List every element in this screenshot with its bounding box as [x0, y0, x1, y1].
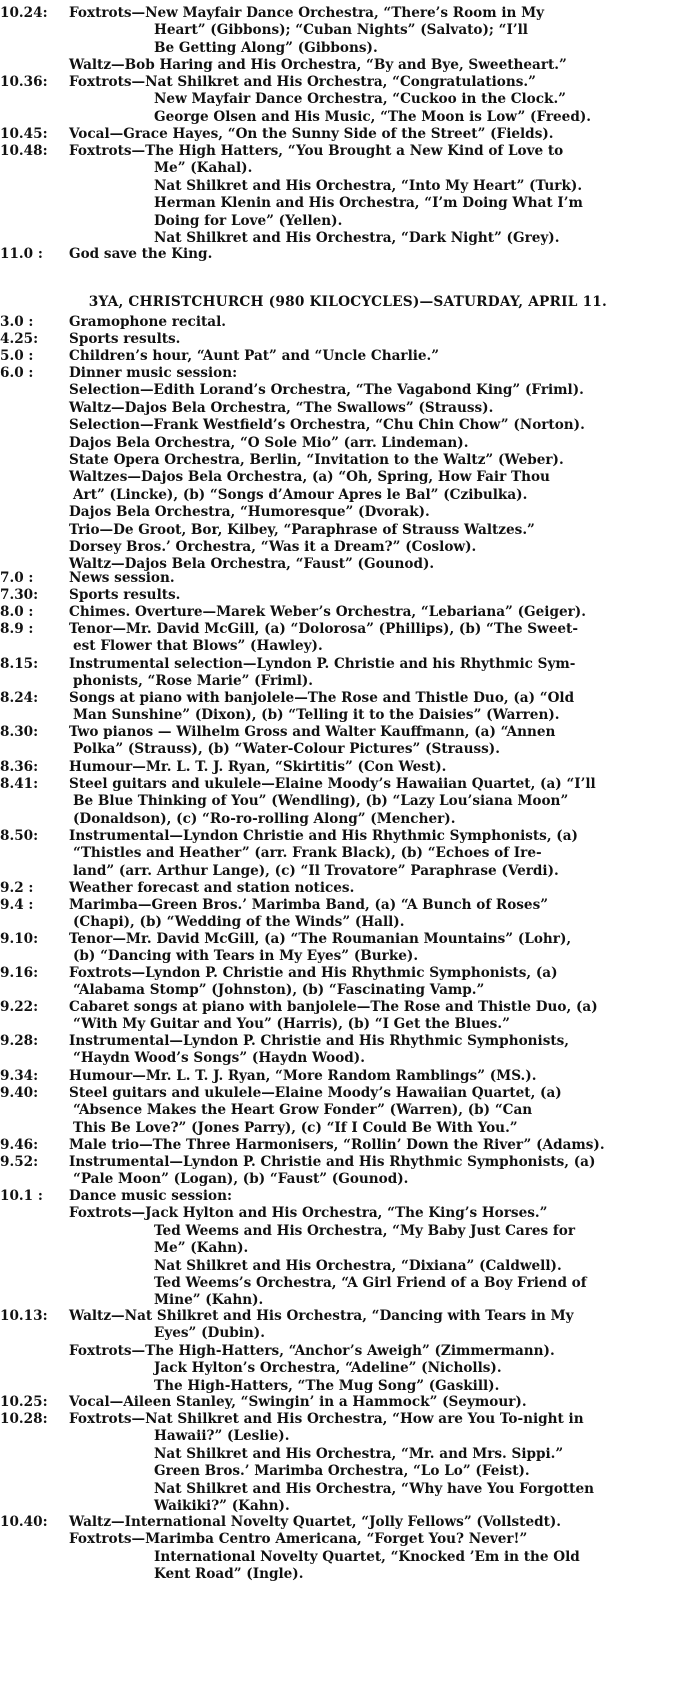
time-label: 9.46: — [0, 1137, 39, 1153]
time-label: 6.0 : — [0, 365, 34, 381]
programme-line: Kent Road” (Ingle). — [154, 1566, 304, 1583]
programme-entry — [0, 246, 700, 263]
programme-line: Eyes” (Dubin). — [154, 1325, 265, 1342]
programme-line: Foxtrots—Lyndon P. Christie and His Rhythmic Symphonists, (a) — [69, 965, 558, 981]
programme-entry — [0, 1033, 700, 1068]
programme-entry — [0, 348, 700, 365]
programme-entry — [0, 880, 700, 897]
programme-line: Herman Klenin and His Orchestra, “I’m Doing What I’m — [154, 195, 583, 212]
programme-line: Foxtrots—Nat Shilkret and His Orchestra, “How are You To-night in — [69, 1411, 584, 1427]
programme-line: Waikiki?” (Kahn). — [154, 1498, 290, 1514]
programme-line: “Thistles and Heather” (arr. Frank Black), (b) “Echoes of Ire- — [73, 845, 542, 862]
programme-line: Instrumental—Lyndon P. Christie and His Rhythmic Symphonists, (a) — [69, 1154, 596, 1170]
programme-entry — [0, 1085, 700, 1137]
programme-line: Chimes. Overture—Marek Weber’s Orchestra, “Lebariana” (Geiger). — [69, 604, 586, 620]
programme-line: Nat Shilkret and His Orchestra, “Dixiana” (Caldwell). — [154, 1257, 562, 1274]
programme-line: Be Blue Thinking of You” (Wendling), (b) “Lazy Lou’siana Moon” — [73, 793, 569, 810]
programme-line: Be Getting Along” (Gibbons). — [154, 39, 378, 56]
programme-line: Foxtrots—New Mayfair Dance Orchestra, “There’s Room in My — [69, 5, 545, 21]
programme-line: phonists, “Rose Marie” (Friml). — [73, 673, 314, 690]
programme-line: Steel guitars and ukulele—Elaine Moody’s Hawaiian Quartet, (a) — [69, 1085, 562, 1101]
programme-line: The High-Hatters, “The Mug Song” (Gaskill). — [154, 1377, 500, 1394]
time-label: 9.34: — [0, 1068, 39, 1084]
programme-entry — [0, 1137, 700, 1154]
time-label: 9.4 : — [0, 897, 34, 913]
programme-entry — [0, 828, 700, 880]
programme-line: Vocal—Aileen Stanley, “Swingin’ in a Hammock” (Seymour). — [69, 1394, 527, 1410]
programme-entry — [0, 5, 700, 75]
programme-line: Dajos Bela Orchestra, “Humoresque” (Dvorak). — [69, 504, 430, 521]
programme-line: Marimba—Green Bros.’ Marimba Band, (a) “A Bunch of Roses” — [69, 897, 549, 913]
programme-line: Waltz—Bob Haring and His Orchestra, “By and Bye, Sweetheart.” — [69, 57, 567, 74]
programme-line: Selection—Edith Lorand’s Orchestra, “The Vagabond King” (Friml). — [69, 382, 584, 399]
time-label: 4.25: — [0, 331, 39, 347]
programme-line: Foxtrots—Marimba Centro Americana, “Forget You? Never!” — [69, 1531, 528, 1548]
programme-line: Jack Hylton’s Orchestra, “Adeline” (Nicholls). — [154, 1360, 502, 1377]
programme-entry — [0, 1154, 700, 1189]
programme-line: Dance music session: — [69, 1188, 232, 1204]
programme-entry — [0, 776, 700, 828]
programme-line: est Flower that Blows” (Hawley). — [73, 638, 323, 655]
programme-line: Me” (Kahal). — [154, 160, 253, 177]
time-label: 7.30: — [0, 587, 39, 603]
programme-entry — [0, 1514, 700, 1584]
time-label: 10.24: — [0, 5, 48, 21]
programme-line: Foxtrots—The High Hatters, “You Brought a New Kind of Love to — [69, 143, 564, 159]
time-label: 8.41: — [0, 776, 39, 792]
programme-line: (Chapi), (b) “Wedding of the Winds” (Hall). — [73, 914, 405, 931]
station-heading: 3YA, CHRISTCHURCH (980 KILOCYCLES)—SATURDAY, APRIL 11. — [88, 294, 608, 310]
time-label: 9.28: — [0, 1033, 39, 1049]
programme-line: Instrumental—Lyndon P. Christie and His Rhythmic Symphonists, — [69, 1033, 570, 1049]
programme-entry — [0, 331, 700, 348]
programme-line: Dorsey Bros.’ Orchestra, “Was it a Dream?” (Coslow). — [69, 539, 477, 555]
programme-line: Man Sunshine” (Dixon), (b) “Telling it to the Daisies” (Warren). — [73, 707, 560, 724]
time-label: 9.52: — [0, 1154, 39, 1170]
programme-line: Waltz—Dajos Bela Orchestra, “Faust” (Gounod). — [69, 556, 435, 573]
programme-entry — [0, 1188, 700, 1310]
time-label: 10.25: — [0, 1394, 48, 1410]
programme-entry — [0, 74, 700, 126]
programme-line: Art” (Lincke), (b) “Songs d’Amour Apres le Bal” (Czibulka). — [73, 486, 528, 503]
programme-entry — [0, 143, 700, 247]
programme-line: Male trio—The Three Harmonisers, “Rollin’ Down the River” (Adams). — [69, 1137, 605, 1153]
programme-line: Songs at piano with banjolele—The Rose and Thistle Duo, (a) “Old — [69, 690, 575, 706]
programme-line: Dinner music session: — [69, 365, 238, 381]
programme-line: Nat Shilkret and His Orchestra, “Into My Heart” (Turk). — [154, 177, 583, 194]
time-label: 11.0 : — [0, 246, 43, 262]
programme-entry — [0, 365, 700, 574]
programme-line: Mine” (Kahn). — [154, 1292, 264, 1309]
programme-line: Foxtrots—Jack Hylton and His Orchestra, “The King’s Horses.” — [69, 1205, 548, 1222]
programme-line: Children’s hour, “Aunt Pat” and “Uncle Charlie.” — [69, 348, 440, 364]
time-label: 9.40: — [0, 1085, 39, 1101]
programme-entry — [0, 126, 700, 143]
time-label: 7.0 : — [0, 570, 34, 586]
programme-entry — [0, 690, 700, 725]
programme-line: “Pale Moon” (Logan), (b) “Faust” (Gounod). — [73, 1171, 409, 1188]
programme-line: Gramophone recital. — [69, 314, 226, 330]
programme-line: Tenor—Mr. David McGill, (a) “The Roumanian Mountains” (Lohr), — [69, 931, 572, 947]
time-label: 8.0 : — [0, 604, 34, 620]
programme-line: Weather forecast and station notices. — [69, 880, 355, 896]
programme-line: Tenor—Mr. David McGill, (a) “Dolorosa” (Phillips), (b) “The Sweet- — [69, 621, 578, 637]
programme-line: Two pianos — Wilhelm Gross and Walter Kauffmann, (a) “Annen — [69, 724, 556, 740]
programme-entry — [0, 621, 700, 656]
programme-line: Waltz—Dajos Bela Orchestra, “The Swallows” (Strauss). — [69, 399, 494, 416]
programme-line: Trio—De Groot, Bor, Kilbey, “Paraphrase of Strauss Waltzes.” — [69, 521, 535, 538]
programme-entry — [0, 897, 700, 932]
programme-line: Selection—Frank Westfield’s Orchestra, “Chu Chin Chow” (Norton). — [69, 417, 585, 434]
programme-line: Nat Shilkret and His Orchestra, “Mr. and Mrs. Sippi.” — [154, 1445, 564, 1462]
programme-line: Waltzes—Dajos Bela Orchestra, (a) “Oh, Spring, How Fair Thou — [69, 469, 550, 486]
programme-line: Doing for Love” (Yellen). — [154, 212, 343, 229]
programme-line: This Be Love?” (Jones Parry), (c) “If I Could Be With You.” — [73, 1119, 518, 1136]
programme-entry — [0, 965, 700, 1000]
programme-entry — [0, 314, 700, 331]
time-label: 8.24: — [0, 690, 39, 706]
programme-entry — [0, 656, 700, 691]
programme-line: Hawaii?” (Leslie). — [154, 1428, 290, 1445]
programme-entry — [0, 1308, 700, 1395]
programme-line: Ted Weems’s Orchestra, “A Girl Friend of a Boy Friend of — [154, 1275, 587, 1291]
time-label: 10.48: — [0, 143, 48, 159]
programme-line: “Absence Makes the Heart Grow Fonder” (Warren), (b) “Can — [73, 1102, 533, 1119]
programme-line: Humour—Mr. L. T. J. Ryan, “Skirtitis” (Con West). — [69, 759, 447, 775]
programme-line: Dajos Bela Orchestra, “O Sole Mio” (arr. Lindeman). — [69, 434, 469, 451]
programme-line: Heart” (Gibbons); “Cuban Nights” (Salvato); “I’ll — [154, 22, 528, 39]
time-label: 10.1 : — [0, 1188, 43, 1204]
time-label: 9.2 : — [0, 880, 34, 896]
programme-line: Green Bros.’ Marimba Orchestra, “Lo Lo” (Feist). — [154, 1463, 530, 1480]
programme-line: (b) “Dancing with Tears in My Eyes” (Burke). — [73, 948, 419, 965]
time-label: 8.9 : — [0, 621, 34, 637]
programme-entry — [0, 999, 700, 1034]
time-label: 8.15: — [0, 656, 39, 672]
programme-line: Vocal—Grace Hayes, “On the Sunny Side of the Street” (Fields). — [69, 126, 554, 142]
time-label: 10.40: — [0, 1514, 48, 1530]
time-label: 10.28: — [0, 1411, 48, 1427]
time-label: 9.22: — [0, 999, 39, 1015]
programme-line: Instrumental—Lyndon Christie and His Rhythmic Symphonists, (a) — [69, 828, 578, 844]
programme-line: Nat Shilkret and His Orchestra, “Dark Night” (Grey). — [154, 230, 560, 246]
programme-entry — [0, 1394, 700, 1411]
programme-line: State Opera Orchestra, Berlin, “Invitation to the Waltz” (Weber). — [69, 452, 564, 468]
programme-entry — [0, 604, 700, 621]
time-label: 8.30: — [0, 724, 39, 740]
programme-line: Humour—Mr. L. T. J. Ryan, “More Random Ramblings” (MS.). — [69, 1068, 537, 1084]
time-label: 8.50: — [0, 828, 39, 844]
programme-line: Sports results. — [69, 331, 181, 347]
time-label: 5.0 : — [0, 348, 34, 364]
programme-entry — [0, 587, 700, 604]
programme-line: Cabaret songs at piano with banjolele—The Rose and Thistle Duo, (a) — [69, 999, 598, 1015]
time-label: 9.10: — [0, 931, 39, 947]
programme-entry — [0, 570, 700, 587]
programme-entry — [0, 1411, 700, 1515]
time-label: 10.36: — [0, 74, 48, 90]
programme-line: Waltz—International Novelty Quartet, “Jolly Fellows” (Vollstedt). — [69, 1514, 562, 1530]
programme-entry — [0, 1068, 700, 1085]
programme-entry — [0, 759, 700, 776]
programme-line: International Novelty Quartet, “Knocked ’Em in the Old — [154, 1548, 580, 1565]
time-label: 10.13: — [0, 1308, 48, 1324]
programme-line: Ted Weems and His Orchestra, “My Baby Just Cares for — [154, 1222, 575, 1239]
programme-line: Me” (Kahn). — [154, 1240, 249, 1257]
programme-line: “Haydn Wood’s Songs” (Haydn Wood). — [73, 1050, 365, 1067]
programme-line: God save the King. — [69, 246, 213, 262]
programme-line: New Mayfair Dance Orchestra, “Cuckoo in the Clock.” — [154, 91, 567, 108]
programme-line: Nat Shilkret and His Orchestra, “Why have You Forgotten — [154, 1480, 594, 1497]
time-label: 10.45: — [0, 126, 48, 142]
programme-line: Sports results. — [69, 587, 181, 603]
time-label: 8.36: — [0, 759, 39, 775]
programme-line: Waltz—Nat Shilkret and His Orchestra, “Dancing with Tears in My — [69, 1308, 574, 1324]
time-label: 3.0 : — [0, 314, 34, 330]
programme-line: News session. — [69, 570, 175, 586]
programme-line: “Alabama Stomp” (Johnston), (b) “Fascinating Vamp.” — [73, 982, 485, 999]
programme-line: Instrumental selection—Lyndon P. Christie and his Rhythmic Sym- — [69, 656, 576, 672]
programme-entry — [0, 724, 700, 759]
programme-line: (Donaldson), (c) “Ro-ro-rolling Along” (Mencher). — [73, 810, 456, 827]
programme-line: Steel guitars and ukulele—Elaine Moody’s Hawaiian Quartet, (a) “I’ll — [69, 776, 596, 792]
programme-line: Foxtrots—The High-Hatters, “Anchor’s Aweigh” (Zimmermann). — [69, 1342, 555, 1359]
programme-line: Foxtrots—Nat Shilkret and His Orchestra, “Congratulations.” — [69, 74, 536, 90]
programme-line: George Olsen and His Music, “The Moon is Low” (Freed). — [154, 108, 592, 125]
programme-line: “With My Guitar and You” (Harris), (b) “I Get the Blues.” — [73, 1016, 510, 1033]
programme-line: land” (arr. Arthur Lange), (c) “Il Trovatore” Paraphrase (Verdi). — [73, 862, 559, 879]
time-label: 9.16: — [0, 965, 39, 981]
programme-entry — [0, 931, 700, 966]
programme-line: Polka” (Strauss), (b) “Water-Colour Pictures” (Strauss). — [73, 741, 500, 758]
